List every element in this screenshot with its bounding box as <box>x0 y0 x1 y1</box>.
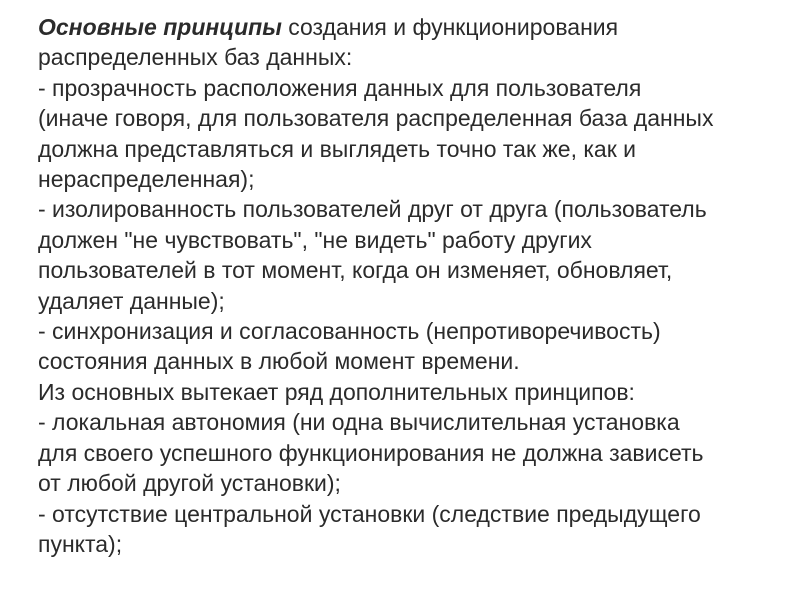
heading-line <box>38 12 778 42</box>
text-line: состояния данных в любой момент времени. <box>38 348 520 375</box>
text-line: - изолированность пользователей друг от друга (пользователь <box>38 196 707 223</box>
heading-emphasis: Основные принципы <box>38 14 282 40</box>
text-line: - прозрачность расположения данных для пользователя <box>38 74 642 101</box>
text-line: - отсутствие центральной установки (следствие предыдущего <box>38 500 701 527</box>
text-line: должна представляться и выглядеть точно так же, как и <box>38 135 637 162</box>
text-line: от любой другой установки); <box>38 470 341 497</box>
text-line: удаляет данные); <box>38 287 225 314</box>
text-line: распределенных баз данных: <box>38 44 353 71</box>
text-line: пользователей в тот момент, когда он изменяет, обновляет, <box>38 257 673 284</box>
text-line: - синхронизация и согласованность (непротиворечивость) <box>38 318 661 345</box>
text-line: пункта); <box>38 530 123 557</box>
text-line: - локальная автономия (ни одна вычислительная установка <box>38 409 680 436</box>
text-line: (иначе говоря, для пользователя распределенная база данных <box>38 105 714 132</box>
text-line: должен "не чувствовать", "не видеть" работу других <box>38 226 592 253</box>
text-line: для своего успешного функционирования не должна зависеть <box>38 439 704 466</box>
text-line: Из основных вытекает ряд дополнительных принципов: <box>38 378 635 405</box>
text-line: нераспределенная); <box>38 166 255 193</box>
document-body <box>38 12 778 559</box>
heading-rest: создания и функционирования <box>281 14 619 40</box>
